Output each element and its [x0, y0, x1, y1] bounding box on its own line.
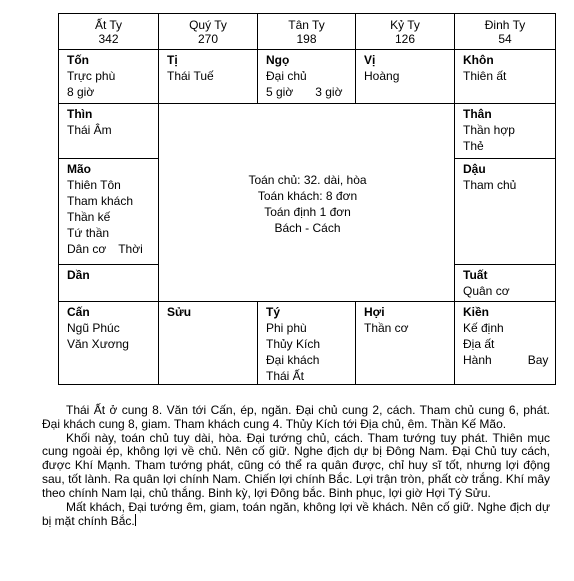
- cell-vi: Vị Hoàng: [356, 50, 455, 104]
- center-summary: Toán chủ: 32. dài, hòa Toán khách: 8 đơn Toán định 1 đơn Bách - Cách: [159, 104, 455, 302]
- cell-dan: Dần: [59, 265, 159, 302]
- paragraph: Thái Ất ở cung 8. Văn tới Cấn, ép, ngăn. Đại chủ cung 2, cách. Tham chủ cung 6, phát. Đại khách cung 8, giam. Tham khách cung 4. Thủy Kích tới Địa chủ, êm. Thần Kế Mão.: [42, 403, 550, 431]
- cell-dau: Dậu Tham chủ: [455, 159, 556, 265]
- header-cell: Ất Ty 342: [59, 14, 159, 50]
- row-thin: [59, 104, 556, 159]
- cell-ty: Tý Phi phù Thủy Kích Đại khách Thái Ất: [258, 302, 356, 385]
- cell-kien: Kiền Kế định Địa ất Hành Bay: [455, 302, 556, 385]
- header-row: [59, 14, 556, 50]
- paragraph: Khối này, toán chủ tuy dài, hòa. Đại tướng chủ, cách. Tham tướng tuy phát. Thiên mục cung ngoài ép, không lợi về chủ. Nên cố giữ. Nghe địch dự bị Đông Nam. Đại Chủ tuy cách, được Khí Mạnh. Tham tướng phát, cũng có thể ra quân được, chỉ huy sĩ tốt, nhưng lợi động sau, tốt lành. Ra quân lợi chính Nam. Chiến lợi chính Bắc. Lợi trận tròn, phất cờ trắng. Khí mây theo chính Nam lại, chủ thắng. Binh kỳ, lợi Đông bắc. Binh phục, lợi giờ Hợi Tý Sửu.: [42, 430, 550, 500]
- cell-ngo: Ngọ Đại chủ 5 giờ 3 giờ: [258, 50, 356, 104]
- cell-can: Cấn Ngũ Phúc Văn Xương: [59, 302, 159, 385]
- text-cursor: [135, 514, 136, 526]
- divination-grid: [58, 13, 555, 386]
- paragraph: Mất khách, Đại tướng êm, giam, toán ngăn, không lợi về khách. Nên cố giữ. Nghe địch dự bị mặt chính Bắc.: [42, 499, 550, 529]
- cell-thin: Thìn Thái Âm: [59, 104, 159, 159]
- cell-than: Thân Thần hợp Thẻ: [455, 104, 556, 159]
- cell-hoi: Hợi Thần cơ: [356, 302, 455, 385]
- bottom-row: [59, 302, 556, 385]
- body-text: [42, 404, 550, 529]
- cell-mao: Mão Thiên Tôn Tham khách Thần kế Tứ thần Dân cơ Thời: [59, 159, 159, 265]
- header-cell: Quý Ty 270: [159, 14, 258, 50]
- cell-suu: Sửu: [159, 302, 258, 385]
- header-cell: Tân Ty 198: [258, 14, 356, 50]
- cell-khon: Khôn Thiên ất: [455, 50, 556, 104]
- cell-ton: Tốn Trực phù 8 giờ: [59, 50, 159, 104]
- cell-tuat: Tuất Quân cơ: [455, 265, 556, 302]
- top-row: [59, 50, 556, 104]
- header-cell: Kỷ Ty 126: [356, 14, 455, 50]
- cell-ti: Tị Thái Tuế: [159, 50, 258, 104]
- header-cell: Đinh Ty 54: [455, 14, 556, 50]
